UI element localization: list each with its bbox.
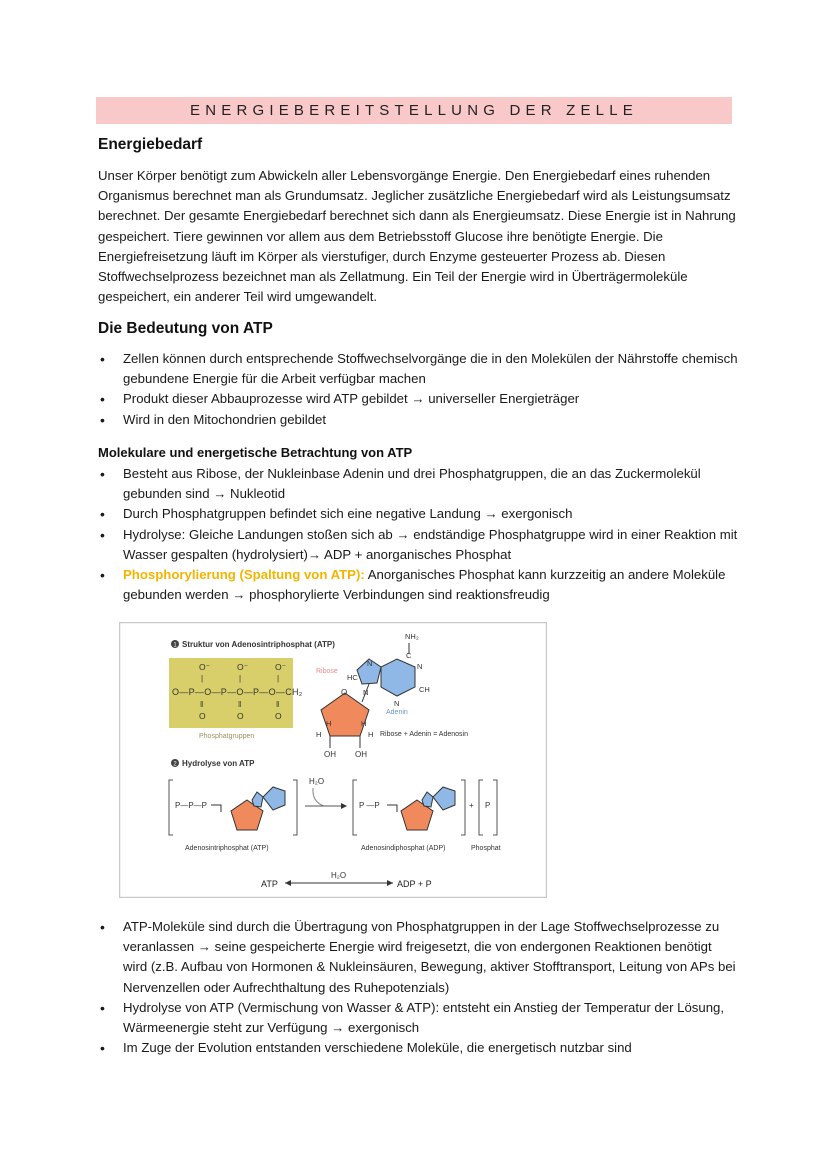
hydro-title: Hydrolyse von ATP <box>182 759 255 768</box>
list-molekulare-betrachtung <box>98 464 738 605</box>
adenin-label: Adenin <box>386 709 408 716</box>
adp-name: Adenosindiphosphat (ADP) <box>361 845 446 852</box>
o-minus: O⁻ <box>199 662 211 672</box>
list-item: • Hydrolyse: Gleiche Landungen stoßen sich ab → endständige Phosphatgruppe wird in einer Reaktion mit Wasser gespalten (hydrolysiert)→ ADP + anorganisches Phosphat <box>98 525 738 565</box>
phosphate-p: P <box>485 801 491 810</box>
list-item: • Wird in den Mitochondrien gebildet <box>98 410 738 430</box>
h-atom: H <box>361 719 367 728</box>
atp-name: Adenosintriphosphat (ATP) <box>185 845 269 852</box>
o-double: O <box>275 711 282 721</box>
phosphat-name: Phosphat <box>471 845 501 852</box>
o-double: O <box>237 711 244 721</box>
o-minus: O⁻ <box>275 662 287 672</box>
double-bond: ‖ <box>200 700 204 709</box>
bond: | <box>201 674 204 683</box>
atp-figure <box>119 622 547 898</box>
equation-adp: ADP + P <box>397 879 432 889</box>
n-atom: N <box>367 659 373 668</box>
list-item: • Durch Phosphatgruppen befindet sich eine negative Landung → exergonisch <box>98 504 738 524</box>
struct-title: Struktur von Adenosintriphosphat (ATP) <box>182 640 335 649</box>
list-bedeutung-atp <box>98 349 738 430</box>
equation-atp: ATP <box>261 879 278 889</box>
h-atom: H <box>368 730 374 739</box>
atp-ppp: P—P—P <box>175 801 208 810</box>
highlight-rest: Anorganisches Phosphat kann kurzzeitig an andere Moleküle gebunden werden → phosphorylierte Verbindungen sind reaktionsfreudig <box>123 567 726 603</box>
phosphate-label: Phosphatgruppen <box>199 733 255 740</box>
h-atom: H <box>326 719 332 728</box>
o-double: O <box>199 711 206 721</box>
list-atp-function <box>98 917 738 1058</box>
highlight-term: Phosphorylierung (Spaltung von ATP): <box>123 567 365 583</box>
adp-pp: P —P <box>359 801 380 810</box>
document-title: ENERGIEBEREITSTELLUNG DER ZELLE <box>96 97 732 124</box>
h2o-label: H₂O <box>309 777 325 786</box>
heading-energiebedarf: Energiebedarf <box>98 136 203 153</box>
adenosin-equation: Ribose + Adenin = Adenosin <box>380 731 468 738</box>
list-item: • Im Zuge der Evolution entstanden verschiedene Moleküle, die energetisch nutzbar sind <box>98 1038 738 1058</box>
bond: | <box>277 674 280 683</box>
list-item <box>98 565 738 605</box>
badge-two-label: 2 <box>173 761 177 768</box>
n-atom: N <box>394 699 400 708</box>
heading-bedeutung-atp: Die Bedeutung von ATP <box>98 320 273 337</box>
ring-oxygen: O <box>341 688 348 697</box>
oh-group: OH <box>355 750 367 759</box>
n-atom: N <box>363 688 369 697</box>
heading-molekulare-betrachtung: Molekulare und energetische Betrachtung von ATP <box>98 445 413 460</box>
ch-group: CH <box>419 685 430 694</box>
list-item: • ATP-Moleküle sind durch die Übertragung von Phosphatgruppen in der Lage Stoffwechselprozesse zu veranlassen → seine gespeicherte Energie wird freigesetzt, die von endergonen Reaktionen benötigt wird (z.B. Aufbau von Hormonen & Nukleinsäuren, Bewegung, aktiver Stofftransport, Leitung von APs bei Nervenzellen oder Aufrechthaltung des Ruhepotenzials) <box>98 917 738 998</box>
phosphate-chain: O—P—O—P—O—P—O—CH₂ <box>172 687 303 697</box>
double-bond: ‖ <box>276 700 280 709</box>
oh-group: OH <box>324 750 336 759</box>
ribose-label: Ribose <box>316 668 338 675</box>
n-atom: N <box>417 662 423 671</box>
list-item: • Hydrolyse von ATP (Vermischung von Wasser & ATP): entsteht ein Anstieg der Temperatur der Lösung, Wärmeenergie steht zur Verfügung → exergonisch <box>98 998 738 1038</box>
list-item: • Besteht aus Ribose, der Nukleinbase Adenin und drei Phosphatgruppen, die an das Zuckermolekül gebunden sind → Nukleotid <box>98 464 738 504</box>
list-item: • Produkt dieser Abbauprozesse wird ATP gebildet → universeller Energieträger <box>98 389 738 409</box>
double-bond: ‖ <box>238 700 242 709</box>
list-item: • Zellen können durch entsprechende Stoffwechselvorgänge die in den Molekülen der Nährstoffe chemisch gebundene Energie für die Arbeit verfügbar machen <box>98 349 738 389</box>
plus-sign: + <box>469 801 474 810</box>
equation-h2o: H₂O <box>331 871 347 880</box>
badge-one-label: 1 <box>173 642 177 649</box>
nh2: NH₂ <box>405 632 419 641</box>
hc-group: HC <box>347 673 358 682</box>
bond: | <box>239 674 242 683</box>
c-atom: C <box>406 651 412 660</box>
paragraph-energiebedarf: Unser Körper benötigt zum Abwickeln aller Lebensvorgänge Energie. Den Energiebedarf eines ruhenden Organismus berechnet man als Grundumsatz. Jeglicher zusätzliche Energiebedarf wird als Leistungsumsatz berechnet. Der gesamte Energiebedarf berechnet sich dann als Energieumsatz. Diese Energie ist in Nahrung gespeichert. Tiere gewinnen vor allem aus dem Betriebsstoff Glucose ihre benötigte Energie. Die Energiefreisetzung läuft im Körper als vierstufiger, durch Enzyme gesteuerter Prozess ab. Diesen Stoffwechselprozess bezeichnet man als Zellatmung. Ein Teil der Energie wird in Überträgermoleküle gespeichert, ein anderer Teil wird umgewandelt. <box>98 168 736 305</box>
h-atom: H <box>316 730 322 739</box>
o-minus: O⁻ <box>237 662 249 672</box>
